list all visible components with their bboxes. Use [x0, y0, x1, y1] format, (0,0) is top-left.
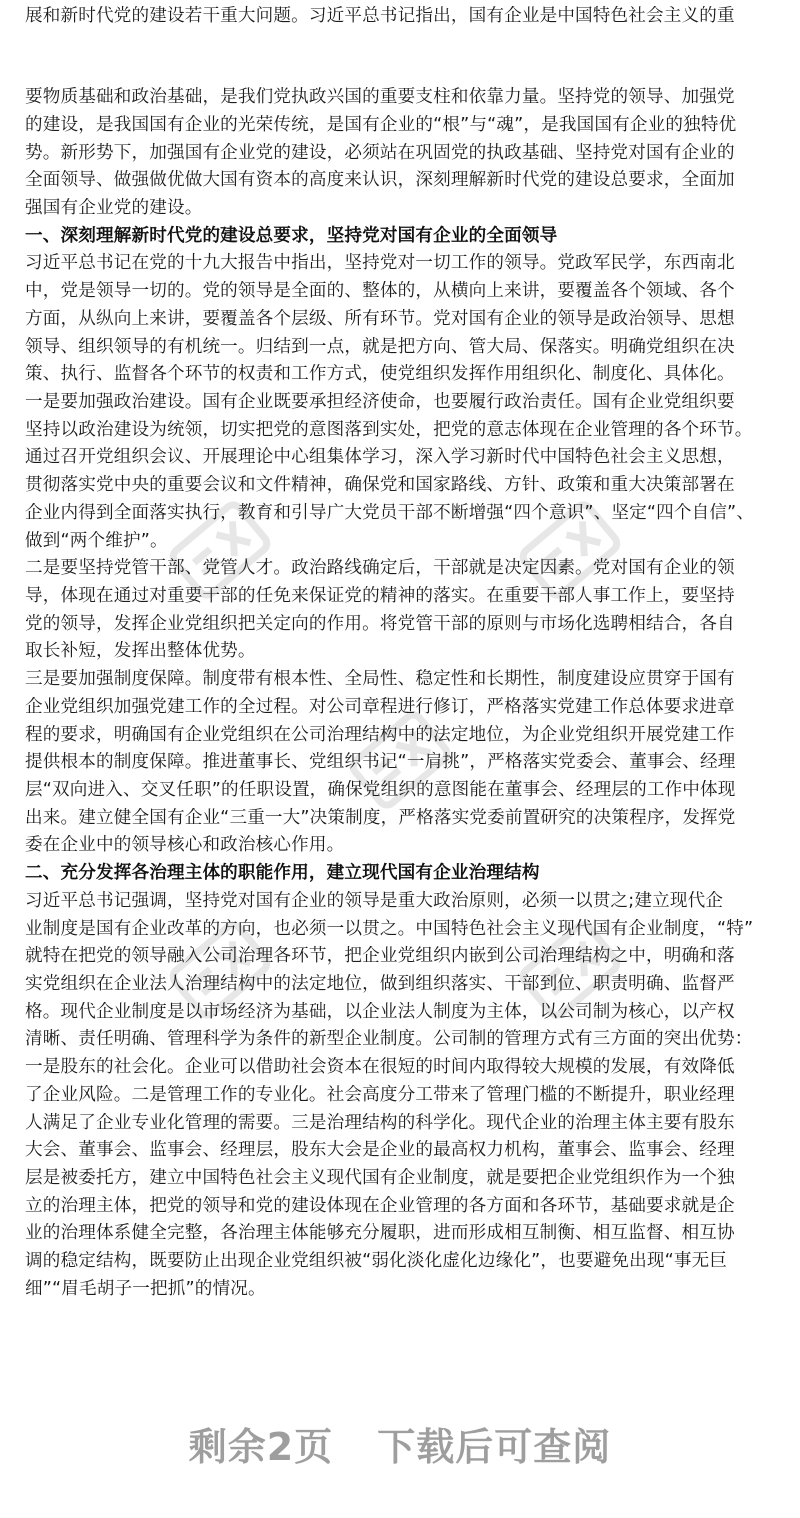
- paragraph-line: 企业内得到全面落实执行，教育和引导广大党员干部不断增强“四个意识”、坚定“四个自信”、: [25, 503, 755, 523]
- paragraph-line: 程的要求，明确国有企业党组织在公司治理结构中的法定地位，为企业党组织开展党建工作: [25, 725, 735, 745]
- paragraph-line: 大会、董事会、监事会、经理层，股东大会是企业的最高权力机构，董事会、监事会、经理: [25, 1140, 735, 1160]
- paragraph-line: 坚持以政治建设为统领，切实把党的意图落到实处，把党的意志体现在企业管理的各个环节。: [25, 420, 753, 440]
- paragraph-line: 出来。建立健全国有企业“三重一大”决策制度，严格落实党委前置研究的决策程序，发挥党: [25, 808, 736, 828]
- paragraph-line: 调的稳定结构，既要防止出现企业党组织被“弱化淡化虚化边缘化”，也要避免出现“事无巨: [25, 1251, 728, 1271]
- download-hint-label: 下载后可查阅: [377, 1425, 612, 1469]
- paragraph-line: 格。现代企业制度是以市场经济为基础，以企业法人制度为主体，以公司制为核心，以产权: [25, 1002, 735, 1022]
- paragraph-line: 要物质基础和政治基础，是我们党执政兴国的重要支柱和依靠力量。坚持党的领导、加强党: [25, 87, 735, 107]
- paragraph-line: 业的治理体系健全完整，各治理主体能够充分履职，进而形成相互制衡、相互监督、相互协: [25, 1223, 735, 1243]
- paragraph-line: 提供根本的制度保障。推进董事长、党组织书记“一肩挑”，严格落实党委会、董事会、经理: [25, 752, 736, 772]
- paragraph-line: 实党组织在企业法人治理结构中的法定地位，做到组织落实、干部到位、职责明确、监督严: [25, 974, 735, 994]
- paragraph-line: 人满足了企业专业化管理的需要。三是治理结构的科学化。现代企业的治理主体主要有股东: [25, 1113, 735, 1133]
- paragraph-line: 通过召开党组织会议、开展理论中心组集体学习，深入学习新时代中国特色社会主义思想，: [25, 447, 735, 467]
- paragraph-line: 贯彻落实党中央的重要会议和文件精神，确保党和国家路线、方针、政策和重大决策部署在: [25, 475, 735, 495]
- paragraph-line: 导，体现在通过对重要干部的任免来保证党的精神的落实。在重要干部人事工作上，要坚持: [25, 586, 735, 606]
- paragraph-line: 党的领导，发挥企业党组织把关定向的作用。将党管干部的原则与市场化选聘相结合，各自: [25, 614, 735, 634]
- paragraph-line: 习近平总书记强调，坚持党对国有企业的领导是重大政治原则，必须一以贯之;建立现代企: [25, 891, 724, 911]
- paragraph-line: 层“双向进入、交叉任职”的任职设置，确保党组织的意图能在董事会、经理层的工作中体现: [25, 780, 736, 800]
- download-to-view-notice[interactable]: [0, 1416, 800, 1471]
- paragraph-line: 全面领导、做强做优做大国有资本的高度来认识，深刻理解新时代党的建设总要求，全面加: [25, 170, 735, 190]
- paragraph-line: 中，党是领导一切的。党的领导是全面的、整体的，从横向上来讲，要覆盖各个领域、各个: [25, 281, 735, 301]
- paragraph-line: 了企业风险。二是管理工作的专业化。社会高度分工带来了管理门槛的不断提升，职业经理: [25, 1085, 735, 1105]
- paragraph-line: 习近平总书记在党的十九大报告中指出，坚持党对一切工作的领导。党政军民学，东西南北: [25, 253, 735, 273]
- paragraph-line: 委在企业中的领导核心和政治核心作用。: [25, 835, 345, 855]
- paragraph-line: 就特在把党的领导融入公司治理各环节，把企业党组织内嵌到公司治理结构之中，明确和落: [25, 946, 735, 966]
- paragraph-line: 的建设，是我国国有企业的光荣传统，是国有企业的“根”与“魂”，是我国国有企业的独特优: [25, 115, 737, 135]
- paragraph-line: 做到“两个维护”。: [25, 531, 168, 551]
- paragraph-line: 策、执行、监督各个环节的权责和工作方式，使党组织发挥作用组织化、制度化、具体化。: [25, 364, 735, 384]
- paragraph-line: 企业党组织加强党建工作的全过程。对公司章程进行修订，严格落实党建工作总体要求进章: [25, 697, 735, 717]
- paragraph-line: 一是股东的社会化。企业可以借助社会资本在很短的时间内取得较大规模的发展，有效降低: [25, 1057, 735, 1077]
- section-heading: 一、深刻理解新时代党的建设总要求，坚持党对国有企业的全面领导: [25, 226, 558, 246]
- section-heading: 二、充分发挥各治理主体的职能作用，建立现代国有企业治理结构: [25, 863, 540, 883]
- paragraph-line: 强国有企业党的建设。: [25, 198, 203, 218]
- paragraph-line: 展和新时代党的建设若干重大问题。习近平总书记指出，国有企业是中国特色社会主义的重: [25, 6, 735, 26]
- paragraph-line: 方面，从纵向上来讲，要覆盖各个层级、所有环节。党对国有企业的领导是政治领导、思想: [25, 309, 735, 329]
- paragraph-line: 一是要加强政治建设。国有企业既要承担经济使命，也要履行政治责任。国有企业党组织要: [25, 392, 735, 412]
- paragraph-line: 细”“眉毛胡子一把抓”的情况。: [25, 1279, 266, 1299]
- paragraph-line: 三是要加强制度保障。制度带有根本性、全局性、稳定性和长期性，制度建设应贯穿于国有: [25, 669, 735, 689]
- paragraph-line: 立的治理主体，把党的领导和党的建设体现在企业管理的各方面和各环节，基础要求就是企: [25, 1196, 735, 1216]
- paragraph-line: 二是要坚持党管干部、党管人才。政治路线确定后，干部就是决定因素。党对国有企业的领: [25, 558, 735, 578]
- paragraph-line: 取长补短，发挥出整体优势。: [25, 641, 256, 661]
- paragraph-line: 势。新形势下，加强国有企业党的建设，必须站在巩固党的执政基础、坚持党对国有企业的: [25, 143, 735, 163]
- paragraph-line: 领导、组织领导的有机统一。归结到一点，就是把方向、管大局、保落实。明确党组织在决: [25, 337, 735, 357]
- paragraph-line: 层是被委托方，建立中国特色社会主义现代国有企业制度，就是要把企业党组织作为一个独: [25, 1168, 735, 1188]
- paragraph-line: 业制度是国有企业改革的方向，也必须一以贯之。中国特色社会主义现代国有企业制度，“特”: [25, 919, 754, 939]
- paragraph-line: 清晰、责任明确、管理科学为条件的新型企业制度。公司制的管理方式有三方面的突出优势：: [25, 1029, 753, 1049]
- remaining-pages-label: 剩余2页: [188, 1425, 334, 1469]
